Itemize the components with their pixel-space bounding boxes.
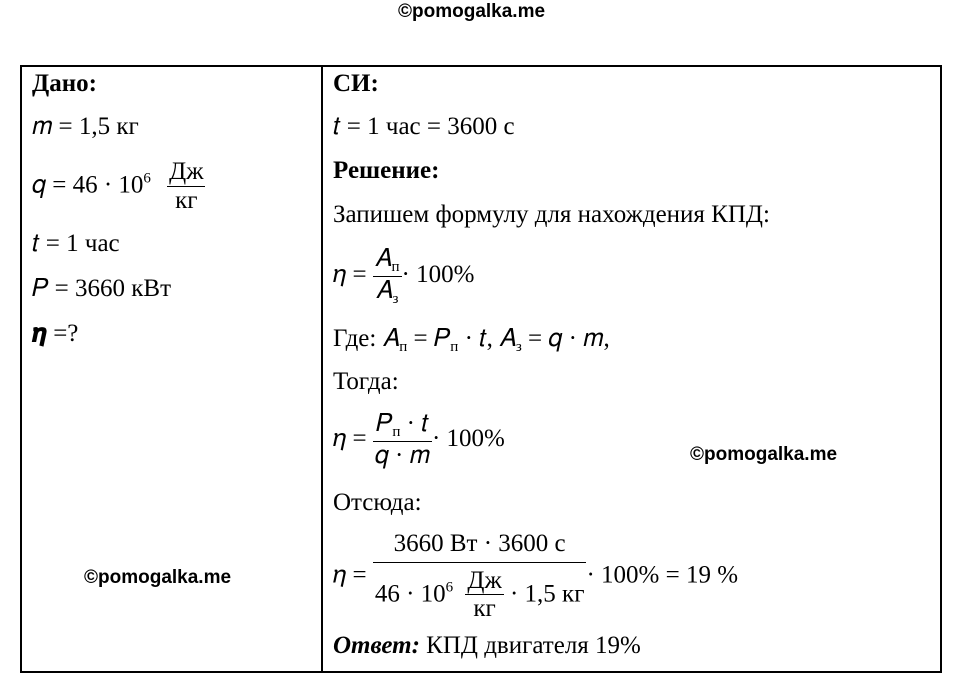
formula1-num-A: 𝐴 (374, 245, 392, 272)
formula2-den: 𝑞 · 𝑚 (374, 441, 430, 469)
answer-label: Ответ: (333, 632, 420, 659)
given-eta-symbol: 𝜼 (32, 320, 47, 347)
formula-power (333, 410, 505, 470)
where-A2-sub: з (515, 339, 522, 355)
given-heat-value-exp: 6 (143, 170, 151, 187)
formula3-den-suffix: · 1,5 кг (509, 579, 585, 607)
formula3-den (373, 562, 587, 624)
formula1-fraction (373, 245, 402, 308)
formula1-den (373, 276, 402, 308)
formula2-fraction (373, 410, 432, 470)
formula1-eta: 𝜂 = (333, 261, 367, 289)
watermark-top: ©pomogalka.me (398, 1, 546, 22)
watermark-left: ©pomogalka.me (84, 567, 232, 588)
formula1-num-sub: п (391, 259, 400, 275)
given-heat-unit (167, 158, 205, 215)
solution-title: Решение: (333, 157, 440, 184)
formula-efficiency (333, 245, 474, 308)
formula1-num (373, 245, 402, 276)
given-power: 𝑃 = 3660 кВт (32, 275, 171, 302)
formula3-den-unit-num: Дж (467, 566, 502, 594)
solution-intro: Запишем формулу для нахождения КПД: (333, 201, 770, 228)
formula2-num-P: 𝑃 (375, 410, 393, 437)
given-heat-unit-num: Дж (169, 158, 204, 185)
formula3-den-prefix: 46 · 10 (374, 579, 446, 607)
formula1-rest: · 100% (401, 261, 475, 289)
answer-line (333, 633, 641, 658)
answer-text: КПД двигателя 19% (419, 632, 641, 659)
then-label: Тогда: (333, 368, 399, 395)
formula3-fraction (373, 530, 587, 624)
formula3-den-unit (465, 567, 503, 624)
where-A: 𝐴 (382, 325, 400, 352)
si-time: 𝑡 = 1 час = 3600 с (333, 113, 515, 140)
formula2-num (373, 410, 432, 441)
where-line (333, 326, 610, 355)
given-heat-value-prefix: 𝑞 = 46 · 10 (32, 171, 144, 199)
given-unknown (32, 321, 78, 346)
formula2-num-sub: п (392, 424, 401, 440)
given-time: 𝑡 = 1 час (32, 230, 120, 257)
where-end: = 𝑞 · 𝑚, (521, 325, 610, 352)
formula3-den-unit-den: кг (465, 594, 503, 624)
formula2-num-rest: · 𝑡 (400, 410, 429, 437)
hence-label: Отсюда: (333, 489, 422, 516)
where-A-sub: п (399, 339, 408, 355)
watermark-middle: ©pomogalka.me (690, 444, 838, 465)
formula3-rest: · 100% = 19 % (586, 561, 739, 589)
formula3-den-exp: 6 (445, 578, 454, 595)
given-eta-rest: =? (46, 320, 79, 347)
given-mass: 𝑚 = 1,5 кг (32, 113, 139, 140)
si-title: СИ: (333, 70, 379, 97)
formula2-eta: 𝜂 = (333, 424, 367, 452)
given-title: Дано: (32, 70, 97, 97)
formula3-eta: 𝜂 = (333, 561, 367, 589)
where-label: Где: (333, 325, 383, 352)
where-mid: · 𝑡, 𝐴 (458, 325, 516, 352)
given-heat-value (32, 158, 205, 215)
column-divider (321, 65, 323, 673)
formula-result (333, 530, 738, 624)
where-eq: = 𝑃 (407, 325, 451, 352)
formula1-den-A: 𝐴 (375, 276, 393, 304)
where-P-sub: п (450, 339, 459, 355)
formula3-num: 3660 Вт · 3600 с (393, 530, 566, 557)
formula1-den-sub: з (392, 290, 399, 307)
formula2-rest: · 100% (431, 424, 505, 452)
given-heat-unit-den: кг (167, 186, 205, 216)
